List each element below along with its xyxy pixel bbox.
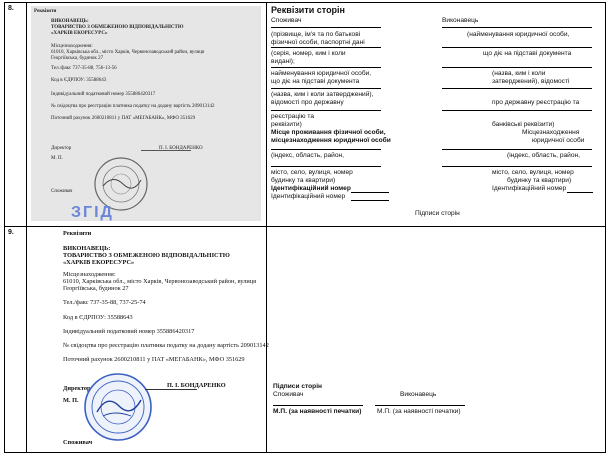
consumer-signature-label: Споживач (273, 391, 304, 398)
form-line (442, 166, 592, 167)
form-line (442, 67, 592, 68)
row9-mp: М. П. (63, 397, 79, 404)
scan-vat-certificate: № свідоцтва про реєстрацію платника податку на додану вартість 209013142 (51, 104, 215, 109)
scan-director-label: Директор (51, 146, 72, 151)
consumer-field-label: відомості про державну (271, 99, 344, 106)
form-line (271, 110, 381, 111)
row9-heading: Реквізити (63, 230, 92, 237)
consumer-field-label: будинку та квартири) (271, 177, 336, 184)
row9-location-label: Місцезнаходження: (63, 271, 116, 278)
company-stamp-icon (83, 372, 153, 442)
scan-signature-line (141, 150, 191, 151)
form-line (567, 192, 593, 193)
consumer-field-label: реквізити) (271, 121, 302, 128)
row-number-cell (5, 227, 27, 452)
form-line (351, 192, 389, 193)
consumer-field-label: реєстрацію та (271, 113, 314, 120)
row-number-cell (5, 3, 27, 226)
row9-account: Поточний рахунок 2600210811 у ПАТ «МЕГАБАНК», МФО 351629 (63, 356, 245, 363)
consumer-field-label: місто, село, вулиця, номер (271, 169, 353, 176)
row9-company-line1: ТОВАРИСТВО З ОБМЕЖЕНОЮ ВІДПОВІДАЛЬНІСТЮ (63, 252, 230, 259)
row-number: 9. (8, 229, 14, 236)
executor-field-label: юридичної особи (532, 137, 585, 144)
scan-consumer-label: Споживач (51, 189, 73, 194)
executor-requisites-cell (27, 227, 267, 452)
scanned-requisites-cell (27, 3, 267, 226)
row9-director-label: Директор (63, 385, 91, 392)
row9-company-line2: «ХАРКІВ ЕКОРЕСУРС» (63, 259, 135, 266)
scan-tax-number: Індивідуальний податковий номер 355886420317 (51, 92, 156, 97)
scanned-document (31, 6, 261, 221)
scan-edrpou: Код в ЄДРПОУ: 35588643 (51, 78, 107, 83)
row9-executor-label: ВИКОНАВЕЦЬ: (63, 245, 111, 252)
form-line (442, 110, 592, 111)
row9-tax-number: Індивідуальний податковий номер 355886420317 (63, 328, 195, 335)
form-line (271, 88, 381, 89)
consumer-heading: Споживач (271, 17, 302, 24)
row9-address-line1: 61010, Харківська обл., місто Харків, Червонозаводський район, вулиця (63, 278, 256, 285)
signatures-label: Підписи сторін (415, 210, 460, 217)
table-row-8 (5, 3, 605, 227)
row-number: 8. (8, 5, 14, 12)
consumer-field-label: (серія, номер, ким і коли (271, 50, 346, 57)
executor-field-label: будинку та квартири) (507, 177, 572, 184)
scan-mp: М. П. (51, 156, 63, 161)
executor-field-label: (назва, ким і коли (492, 70, 546, 77)
executor-field-label: банківські реквізити) (492, 121, 555, 128)
consumer-field-label: Ідентифікаційний номер (271, 193, 346, 200)
row9-address-line2: Георгіївська, будинок 27 (63, 285, 129, 292)
consumer-stamp-note: М.П. (за наявності печатки) (273, 408, 362, 415)
executor-signature-line (375, 405, 465, 406)
executor-field-label: затверджений), відомості (492, 78, 570, 85)
consumer-field-label: найменування юридичної особи, (271, 70, 372, 77)
requisites-form-cell (267, 3, 605, 226)
consumer-field-label: видані); (271, 58, 295, 65)
executor-field-label: про державну реєстрацію та (492, 99, 580, 106)
form-line (271, 47, 381, 48)
scan-address-line1: 61010, Харківська обл., місто Харків, Червонозаводський район, вулиця (51, 50, 205, 55)
scan-company-line2: «ХАРКІВ ЕКОРЕСУРС» (51, 31, 108, 36)
scan-company-line1: ТОВАРИСТВО З ОБМЕЖЕНОЮ ВІДПОВІДАЛЬНІСТЮ (51, 25, 184, 30)
form-line (271, 149, 381, 150)
consumer-field-label: Ідентифікаційний номер (271, 185, 351, 192)
executor-field-label: Місцезнаходження (522, 129, 580, 136)
executor-field-label: що діє на підставі документа (483, 50, 572, 57)
consumer-field-label: (індекс, область, район, (271, 152, 344, 159)
table-row-9 (5, 227, 605, 452)
form-line (271, 166, 381, 167)
executor-field-label: (індекс, область, район, (507, 152, 580, 159)
director-signature-line (145, 389, 197, 390)
consumer-field-label: фізичної особи, паспортні дані (271, 39, 365, 46)
executor-heading: Виконавець (442, 17, 479, 24)
scan-heading: Реквізити (34, 9, 57, 14)
stamp-overlay-text: ЗГІД (71, 204, 114, 221)
executor-stamp-note: М.П. (за наявності печатки) (377, 408, 461, 415)
executor-field-label: Ідентифікаційний номер (492, 185, 567, 192)
row9-consumer-label: Споживач (63, 439, 93, 446)
executor-signature-label: Виконавець (400, 391, 437, 398)
scan-executor-label: ВИКОНАВЕЦЬ: (51, 19, 89, 24)
form-line (442, 88, 592, 89)
row9-director-name: П. І. БОНДАРЕНКО (167, 382, 226, 389)
form-line (351, 200, 389, 201)
scan-account: Поточний рахунок 2600210811 у ПАТ «МЕГАБАНК», МФО 351629 (51, 116, 196, 121)
form-line (442, 47, 592, 48)
scan-location-label: Місцезнаходження: (51, 44, 93, 49)
scan-phone: Тел./факс 737-35-88, 756-13-56 (51, 66, 117, 71)
scan-director-name: П. І. БОНДАРЕНКО (159, 146, 203, 151)
signatures-title: Підписи сторін (273, 383, 323, 390)
consumer-field-label: (прізвище, ім'я та по батькові (271, 31, 361, 38)
form-line (442, 27, 592, 28)
consumer-field-label: місцезнаходження юридичної особи (271, 137, 391, 144)
form-line (271, 67, 381, 68)
requisites-title: Реквізити сторін (271, 5, 345, 15)
consumer-field-label: Місце проживання фізичної особи, (271, 129, 386, 136)
row9-edrpou: Код в ЄДРПОУ: 35588643 (63, 314, 133, 321)
consumer-field-label: (назва, ким і коли затверджений), (271, 91, 374, 98)
executor-field-label: (найменування юридичної особи, (467, 31, 570, 38)
signatures-cell (267, 227, 605, 452)
form-line (271, 27, 381, 28)
requisites-table (4, 2, 606, 453)
row9-vat-certificate: № свідоцтва про реєстрацію платника податку на додану вартість 209013142 (63, 342, 269, 349)
executor-field-label: місто, село, вулиця, номер (492, 169, 574, 176)
scan-address-line2: Георгіївська, будинок 27 (51, 56, 104, 61)
row9-phone: Тел./факс 737-35-88, 737-25-74 (63, 299, 146, 306)
consumer-signature-line (273, 405, 363, 406)
consumer-field-label: що діє на підставі документа (271, 78, 360, 85)
form-line (442, 149, 592, 150)
